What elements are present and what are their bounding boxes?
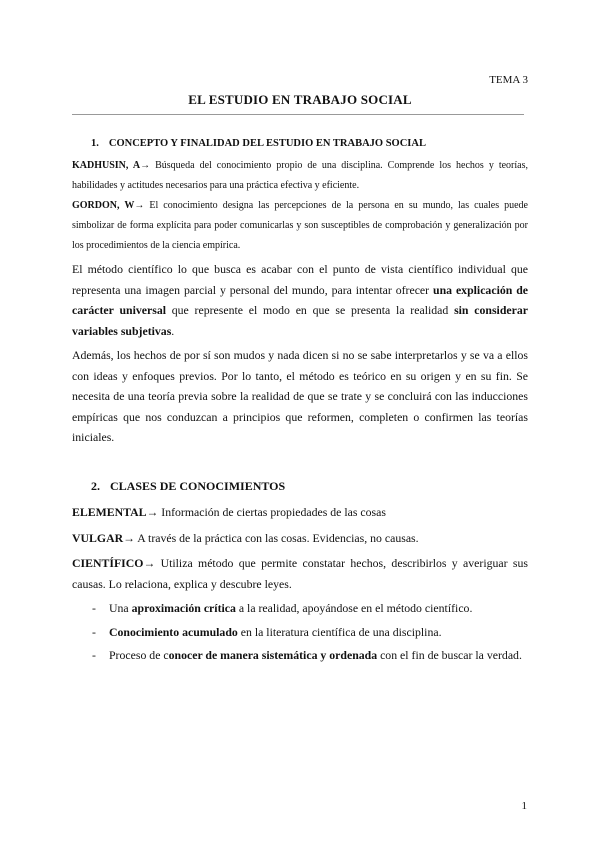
p3-text-2: que represente el modo en que se presenta la realidad [166, 303, 455, 318]
gordon-definition [72, 196, 528, 256]
section-2-heading [91, 479, 285, 494]
gordon-text: El conocimiento designa las percepciones de la persona en su mundo, las cuales puede simbolizar de forma explícita para poder comunicarlas y son susceptibles de comprobación y generalización por los procedimientos de la ciencia empírica. [72, 200, 529, 251]
cientifico-line [72, 553, 528, 594]
vulgar-label: VULGAR [72, 531, 124, 545]
tema-label: TEMA 3 [489, 74, 528, 86]
p3-text-3: . [171, 323, 175, 338]
section-2-number: 2. [91, 479, 100, 493]
elemental-label: ELEMENTAL [72, 505, 147, 519]
elemental-text: → Información de ciertas propiedades de las cosas [146, 505, 386, 519]
vulgar-line [72, 528, 528, 549]
kadhusin-definition [72, 156, 528, 196]
list-item [92, 598, 528, 619]
kadhusin-author: KADHUSIN, A→ [72, 160, 151, 171]
bullet-bold: onocer de manera sistemática y ordenada [168, 648, 378, 663]
cientifico-text: → Utiliza método que permite constatar hechos, describirlos y averiguar sus causas. Lo relaciona, explica y descubre leyes. [72, 556, 528, 591]
bullet-text-post: a la realidad, apoyándose en el método científico. [235, 601, 473, 615]
title-divider [72, 114, 524, 115]
bullet-text-pre: Proceso de c [109, 648, 169, 663]
cientifico-bullet-list [92, 598, 528, 669]
list-item [92, 622, 528, 643]
bullet-dash: - [92, 648, 96, 663]
section-1-title: CONCEPTO Y FINALIDAD DEL ESTUDIO EN TRABAJO SOCIAL [108, 138, 426, 149]
document-title: EL ESTUDIO EN TRABAJO SOCIAL [188, 92, 412, 107]
kadhusin-text: Búsqueda del conocimiento propio de una disciplina. Comprende los hechos y teorías, habilidades y actitudes necesarios para una práctica efectiva y eficiente. [72, 160, 528, 191]
section-2-title: CLASES DE CONOCIMIENTOS [110, 479, 286, 493]
page-number: 1 [521, 800, 527, 812]
cientifico-label: CIENTÍFICO [72, 556, 144, 570]
bullet-text-post: con el fin de buscar la verdad. [377, 648, 522, 663]
p3-bold-1: una explicación de carácter universal [72, 282, 529, 318]
p3-bold-2: sin considerar variables subjetivas [72, 303, 528, 338]
bullet-bold: aproximación crítica [131, 601, 236, 615]
bullet-dash: - [92, 601, 96, 615]
vulgar-text: → A través de la práctica con las cosas. Evidencias, no causas. [123, 531, 419, 545]
section-1-heading [91, 138, 426, 149]
bullet-text-pre: Una [109, 601, 132, 615]
facts-paragraph: Además, los hechos de por sí son mudos y nada dicen si no se sabe interpretarlos y se va a ellos con ideas y enfoques previos. Por lo tanto, el método es teórico en su origen y en su fin. Se necesita de una teoría previa sobre la realidad de que se trate y se concluirá con las inducciones empíricas que nos conduzcan a principios que reformen, completen o confirmen las teorías iniciales. [72, 348, 528, 445]
section-1-number: 1. [91, 138, 99, 149]
elemental-line [72, 502, 528, 523]
p3-text-1: El método científico lo que busca es acabar con el punto de vista científico individual que representa una imagen parcial y personal del mundo, para intentar ofrecer [72, 262, 528, 297]
list-item [92, 645, 528, 666]
bullet-dash: - [92, 624, 96, 639]
bullet-bold: Conocimiento acumulado [109, 624, 238, 639]
bullet-text-post: en la literatura científica de una disciplina. [237, 624, 442, 639]
scientific-method-paragraph [72, 259, 528, 341]
gordon-author: GORDON, W→ [72, 200, 145, 211]
